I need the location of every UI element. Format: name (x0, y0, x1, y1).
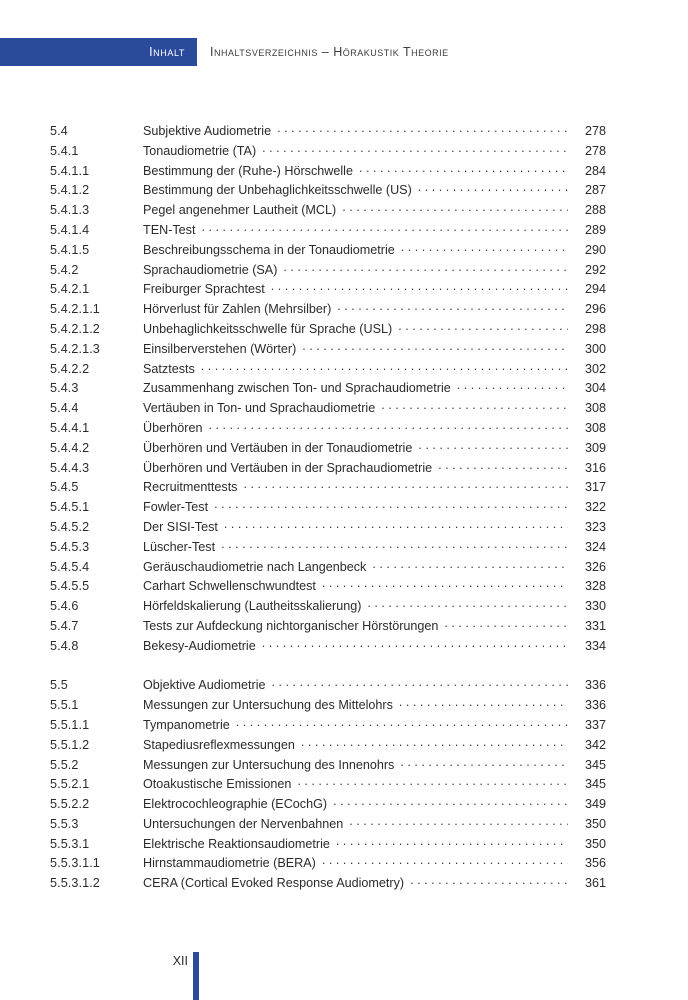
toc-entry-number: 5.4.1.4 (50, 222, 90, 237)
toc-leader-dots (336, 834, 568, 848)
toc-entry-title: Bestimmung der Unbehaglichkeitsschwelle (US) (143, 183, 412, 198)
toc-entry-page-number: 349 (584, 797, 606, 812)
toc-entry-number: 5.4.5.4 (50, 559, 90, 574)
toc-entry-number: 5.4.5.1 (50, 500, 90, 515)
toc-leader-dots (214, 497, 568, 511)
toc-entry-page-number: 302 (584, 361, 606, 376)
toc-entry-number: 5.4 (50, 124, 68, 138)
toc-entry[interactable] (50, 378, 606, 398)
toc-entry-page-number: 326 (584, 559, 606, 574)
toc-entry-number: 5.4.2.1.1 (50, 302, 100, 317)
toc-entry-title: Einsilberverstehen (Wörter) (143, 341, 297, 356)
toc-entry-page-number: 328 (584, 579, 606, 594)
header-section-tab-label: Inhalt (149, 44, 185, 59)
toc-entry[interactable] (50, 141, 606, 161)
toc-leader-dots (272, 675, 569, 689)
toc-entry-page-number: 288 (584, 203, 606, 218)
toc-entry-number: 5.4.4.1 (50, 420, 90, 435)
toc-entry[interactable] (50, 438, 606, 458)
toc-entry-page-number: 284 (584, 163, 606, 178)
toc-entry-number: 5.4.5.3 (50, 539, 90, 554)
toc-entry-title: Bekesy-Audiometrie (143, 638, 256, 653)
toc-entry-title: Tonaudiometrie (TA) (143, 143, 257, 158)
toc-leader-dots (277, 121, 568, 135)
toc-entry-number: 5.4.2.1 (50, 282, 90, 297)
toc-entry-title: Stapediusreflexmessungen (143, 737, 295, 752)
table-of-contents (50, 121, 606, 893)
toc-entry-page-number: 342 (584, 737, 606, 752)
toc-entry[interactable] (50, 873, 606, 893)
toc-entry-number: 5.5.2.2 (50, 797, 90, 812)
toc-entry[interactable] (50, 636, 606, 656)
folio-page-number: XII (172, 954, 188, 968)
toc-entry-number: 5.4.4 (50, 401, 79, 416)
toc-entry[interactable] (50, 695, 606, 715)
toc-entry-page-number: 308 (584, 401, 606, 416)
toc-entry-number: 5.4.5.2 (50, 519, 90, 534)
toc-entry[interactable] (50, 319, 606, 339)
toc-entry-page-number: 322 (584, 500, 606, 515)
toc-leader-dots (283, 260, 568, 274)
toc-entry-page-number: 287 (584, 183, 606, 198)
toc-leader-dots (398, 319, 568, 333)
toc-entry-number: 5.4.5.5 (50, 579, 90, 594)
toc-entry[interactable] (50, 596, 606, 616)
toc-entry-page-number: 298 (584, 321, 606, 336)
toc-entry-page-number: 308 (584, 420, 606, 435)
toc-leader-dots (359, 161, 568, 175)
toc-entry-title: Hörfeldskalierung (Lautheitsskalierung) (143, 599, 362, 614)
toc-entry-page-number: 290 (584, 242, 606, 257)
toc-entry-title: Sprachaudiometrie (SA) (143, 262, 278, 277)
toc-entry[interactable] (50, 517, 606, 537)
toc-entry[interactable] (50, 834, 606, 854)
toc-entry[interactable] (50, 715, 606, 735)
toc-entry[interactable] (50, 458, 606, 478)
toc-leader-dots (262, 141, 568, 155)
toc-entry-title: Freiburger Sprachtest (143, 282, 265, 297)
toc-entry-page-number: 350 (584, 836, 606, 851)
toc-entry[interactable] (50, 398, 606, 418)
toc-entry-number: 5.4.8 (50, 638, 79, 653)
toc-leader-dots (201, 220, 568, 234)
toc-entry-title: Hörverlust für Zahlen (Mehrsilber) (143, 302, 332, 317)
toc-entry-number: 5.4.7 (50, 618, 79, 633)
toc-entry-page-number: 292 (584, 262, 606, 277)
toc-entry-number: 5.4.1.5 (50, 242, 90, 257)
toc-entry-page-number: 345 (584, 777, 606, 792)
toc-entry[interactable] (50, 279, 606, 299)
toc-entry-page-number: 361 (584, 876, 606, 891)
toc-entry[interactable] (50, 576, 606, 596)
toc-entry-title: Fowler-Test (143, 500, 209, 515)
toc-entry-number: 5.5.1.2 (50, 737, 90, 752)
toc-entry-page-number: 278 (584, 124, 606, 138)
toc-entry-title: Bestimmung der (Ruhe-) Hörschwelle (143, 163, 353, 178)
toc-entry-number: 5.4.6 (50, 599, 79, 614)
toc-entry-page-number: 336 (584, 698, 606, 713)
toc-entry-title: Vertäuben in Ton- und Sprachaudiometrie (143, 401, 376, 416)
toc-entry[interactable] (50, 735, 606, 755)
toc-leader-dots (372, 557, 568, 571)
toc-leader-dots (410, 873, 568, 887)
toc-entry-number: 5.4.5 (50, 480, 79, 495)
toc-entry-title: Beschreibungsschema in der Tonaudiometrie (143, 242, 395, 257)
toc-entry[interactable] (50, 220, 606, 240)
toc-entry-number: 5.5.3 (50, 816, 79, 831)
toc-leader-dots (301, 735, 568, 749)
toc-entry-title: Untersuchungen der Nervenbahnen (143, 816, 344, 831)
toc-leader-dots (418, 180, 568, 194)
toc-entry-page-number: 356 (584, 856, 606, 871)
toc-entry-title: Carhart Schwellenschwundtest (143, 579, 316, 594)
toc-entry-title: CERA (Cortical Evoked Response Audiometry) (143, 876, 405, 891)
toc-entry[interactable] (50, 497, 606, 517)
toc-leader-dots (367, 596, 568, 610)
toc-leader-dots (438, 458, 568, 472)
toc-entry[interactable] (50, 359, 606, 379)
toc-entry-page-number: 323 (584, 519, 606, 534)
toc-entry[interactable] (50, 180, 606, 200)
toc-leader-dots (236, 715, 568, 729)
toc-entry-title: Objektive Audiometrie (143, 678, 266, 693)
toc-entry-number: 5.5.2 (50, 757, 79, 772)
toc-entry-number: 5.5.3.1.2 (50, 876, 100, 891)
toc-leader-dots (337, 299, 568, 313)
toc-leader-dots (271, 279, 568, 293)
toc-leader-dots (400, 755, 568, 769)
toc-entry-title: Überhören (143, 420, 203, 435)
toc-entry-number: 5.4.1 (50, 143, 79, 158)
page-folio (163, 954, 283, 1000)
toc-entry[interactable] (50, 814, 606, 834)
toc-entry-title: Überhören und Vertäuben in der Tonaudiometrie (143, 440, 413, 455)
toc-entry-title: Recruitmenttests (143, 480, 238, 495)
toc-entry-page-number: 317 (584, 480, 606, 495)
toc-entry-title: TEN-Test (143, 222, 196, 237)
toc-leader-dots (243, 477, 568, 491)
toc-entry-title: Satztests (143, 361, 195, 376)
toc-leader-dots (349, 814, 568, 828)
toc-entry-title: Otoakustische Emissionen (143, 777, 292, 792)
toc-entry-page-number: 337 (584, 717, 606, 732)
toc-leader-dots (201, 359, 568, 373)
toc-entry-title: Überhören und Vertäuben in der Sprachaudiometrie (143, 460, 433, 475)
toc-entry-title: Der SISI-Test (143, 519, 218, 534)
toc-entry[interactable] (50, 418, 606, 438)
toc-leader-dots (224, 517, 568, 531)
toc-leader-dots (322, 853, 568, 867)
toc-entry-page-number: 334 (584, 638, 606, 653)
toc-entry-page-number: 350 (584, 816, 606, 831)
toc-entry[interactable] (50, 616, 606, 636)
toc-entry-page-number: 296 (584, 302, 606, 317)
toc-entry-page-number: 316 (584, 460, 606, 475)
toc-entry-number: 5.4.2 (50, 262, 79, 277)
page-header (0, 38, 688, 66)
toc-entry-title: Unbehaglichkeitsschwelle für Sprache (USL) (143, 321, 393, 336)
toc-entry-page-number: 330 (584, 599, 606, 614)
toc-entry-title: Tests zur Aufdeckung nichtorganischer Hörstörungen (143, 618, 439, 633)
toc-leader-dots (381, 398, 568, 412)
toc-entry-title: Tympanometrie (143, 717, 230, 732)
toc-entry[interactable] (50, 853, 606, 873)
toc-leader-dots (401, 240, 568, 254)
toc-entry-title: Lüscher-Test (143, 539, 216, 554)
toc-entry-number: 5.4.2.1.3 (50, 341, 100, 356)
toc-entry-page-number: 278 (584, 143, 606, 158)
toc-entry-number: 5.4.3 (50, 381, 79, 396)
toc-entry-title: Geräuschaudiometrie nach Langenbeck (143, 559, 367, 574)
toc-entry[interactable] (50, 200, 606, 220)
toc-entry[interactable] (50, 794, 606, 814)
toc-entry-number: 5.4.2.2 (50, 361, 90, 376)
folio-rule (193, 952, 199, 1000)
toc-entry-title: Elektrische Reaktionsaudiometrie (143, 836, 330, 851)
toc-entry-number: 5.4.1.1 (50, 163, 90, 178)
toc-leader-dots (457, 378, 568, 392)
toc-entry-number: 5.5.3.1 (50, 836, 90, 851)
toc-leader-dots (297, 774, 568, 788)
toc-entry-title: Elektrocochleographie (ECochG) (143, 797, 328, 812)
toc-entry[interactable] (50, 477, 606, 497)
toc-entry-page-number: 336 (584, 678, 606, 693)
toc-entry-page-number: 345 (584, 757, 606, 772)
toc-entry-page-number: 304 (584, 381, 606, 396)
toc-leader-dots (209, 418, 568, 432)
toc-entry-number: 5.4.1.2 (50, 183, 90, 198)
toc-entry-number: 5.5 (50, 678, 68, 693)
toc-entry-page-number: 294 (584, 282, 606, 297)
toc-entry[interactable] (50, 755, 606, 775)
toc-leader-dots (418, 438, 568, 452)
toc-entry-title: Zusammenhang zwischen Ton- und Sprachaudiometrie (143, 381, 451, 396)
toc-entry-page-number: 300 (584, 341, 606, 356)
toc-leader-dots (322, 576, 568, 590)
toc-leader-dots (399, 695, 568, 709)
toc-leader-dots (333, 794, 568, 808)
toc-leader-dots (221, 537, 568, 551)
page-title: Inhaltsverzeichnis – Hörakustik Theorie (210, 45, 449, 59)
toc-entry[interactable] (50, 557, 606, 577)
toc-entry[interactable] (50, 299, 606, 319)
toc-entry[interactable] (50, 161, 606, 181)
toc-entry-number: 5.5.2.1 (50, 777, 90, 792)
toc-entry-page-number: 331 (584, 618, 606, 633)
toc-entry-title: Hirnstammaudiometrie (BERA) (143, 856, 316, 871)
toc-entry-title: Pegel angenehmer Lautheit (MCL) (143, 203, 337, 218)
toc-entry-number: 5.4.2.1.2 (50, 321, 100, 336)
toc-entry-page-number: 324 (584, 539, 606, 554)
toc-leader-dots (302, 339, 568, 353)
toc-entry-number: 5.4.1.3 (50, 203, 90, 218)
toc-entry-page-number: 309 (584, 440, 606, 455)
toc-entry[interactable] (50, 675, 606, 695)
toc-leader-dots (262, 636, 568, 650)
toc-entry-number: 5.4.4.3 (50, 460, 90, 475)
toc-entry-title: Messungen zur Untersuchung des Mittelohrs (143, 698, 393, 713)
toc-entry-number: 5.5.1.1 (50, 717, 90, 732)
toc-leader-dots (444, 616, 568, 630)
toc-entry[interactable] (50, 339, 606, 359)
toc-entry[interactable] (50, 537, 606, 557)
toc-entry[interactable] (50, 774, 606, 794)
toc-entry-page-number: 289 (584, 222, 606, 237)
toc-entry-number: 5.5.3.1.1 (50, 856, 100, 871)
toc-entry-title: Messungen zur Untersuchung des Innenohrs (143, 757, 395, 772)
toc-entry[interactable] (50, 240, 606, 260)
header-section-tab (0, 38, 197, 66)
toc-entry[interactable] (50, 121, 606, 141)
toc-entry-number: 5.4.4.2 (50, 440, 90, 455)
toc-entry-title: Subjektive Audiometrie (143, 124, 272, 138)
toc-entry[interactable] (50, 260, 606, 280)
toc-leader-dots (342, 200, 568, 214)
toc-entry-number: 5.5.1 (50, 698, 79, 713)
